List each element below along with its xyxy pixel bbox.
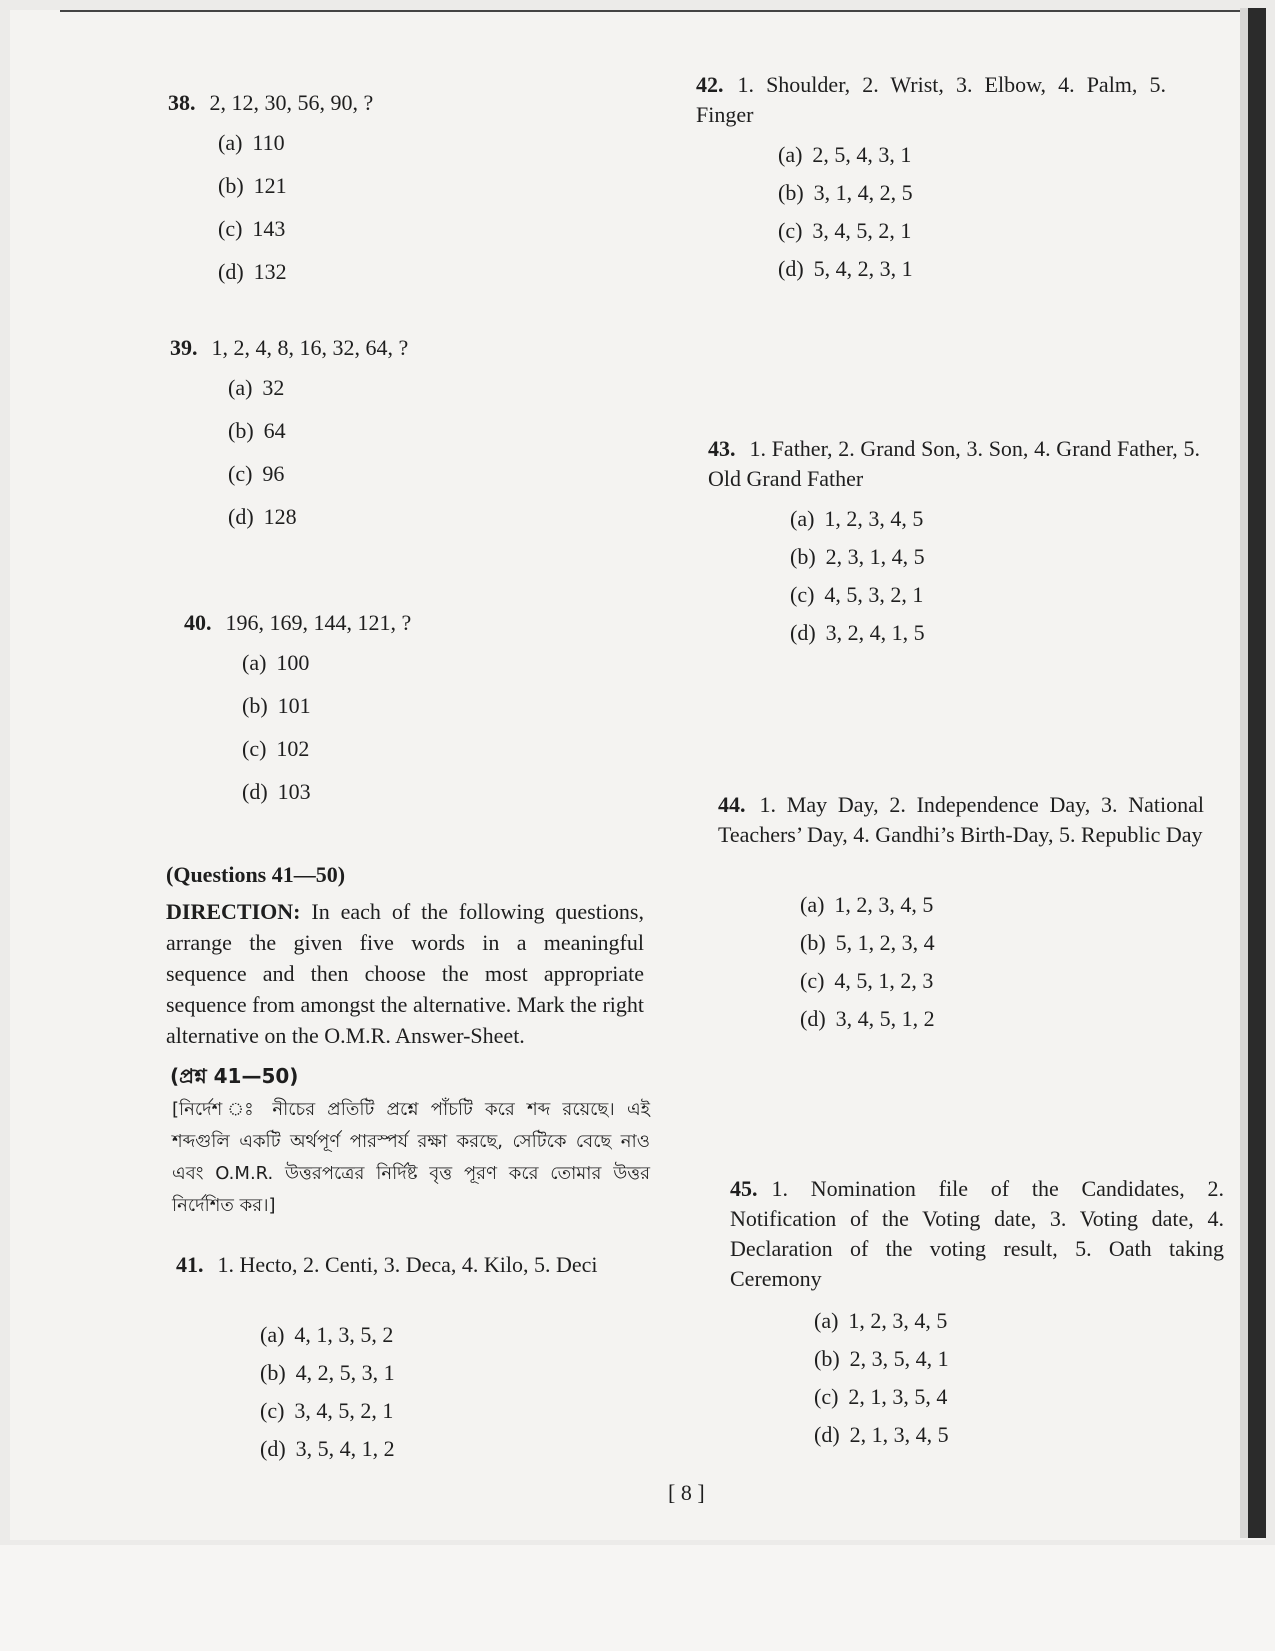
option-d[interactable]: (d) 3, 5, 4, 1, 2	[260, 1436, 395, 1461]
question-39	[170, 333, 408, 363]
option-a[interactable]: (a) 4, 1, 3, 5, 2	[260, 1322, 394, 1347]
top-rule	[60, 10, 1240, 12]
question-number: 39.	[170, 335, 198, 360]
question-41	[176, 1250, 646, 1280]
option-c[interactable]: (c) 96	[228, 461, 285, 486]
question-number: 38.	[168, 90, 196, 115]
option-a[interactable]: (a) 1, 2, 3, 4, 5	[814, 1308, 948, 1333]
question-text: 1, 2, 4, 8, 16, 32, 64, ?	[211, 335, 409, 360]
options-40	[242, 648, 311, 820]
question-text: 1. Nomination file of the Candidates, 2. Notification of the Voting date, 3. Voting date, 4. Declaration of the voting result, 5. Oath taking Ceremony	[730, 1176, 1224, 1291]
option-b[interactable]: (b) 121	[218, 173, 287, 198]
bengali-direction-text: [নির্দেশ ঃ নীচের প্রতিটি প্রশ্নে পাঁচটি করে শব্দ রয়েছে। এই শব্দগুলি একটি অর্থপূর্ণ পারস্পর্য রক্ষা করছে, সেটিকে বেছে নাও এবং O.M.R. উত্তরপত্রের নির্দিষ্ট বৃত্ত পূরণ করে তোমার উত্তর নির্দেশিত কর।]	[172, 1099, 650, 1216]
question-text: 2, 12, 30, 56, 90, ?	[209, 90, 374, 115]
question-text: 1. May Day, 2. Independence Day, 3. National Teachers’ Day, 4. Gandhi’s Birth-Day, 5. Republic Day	[718, 792, 1204, 847]
question-text: 1. Hecto, 2. Centi, 3. Deca, 4. Kilo, 5. Deci	[217, 1252, 598, 1277]
question-42	[696, 70, 1166, 130]
option-b[interactable]: (b) 64	[228, 418, 286, 443]
option-a[interactable]: (a) 1, 2, 3, 4, 5	[790, 506, 924, 531]
options-39	[228, 373, 297, 545]
option-d[interactable]: (d) 132	[218, 259, 287, 284]
option-c[interactable]: (c) 143	[218, 216, 286, 241]
options-45	[814, 1306, 949, 1458]
page-number: [ 8 ]	[668, 1480, 705, 1505]
question-38	[168, 88, 373, 118]
question-number: 40.	[184, 610, 212, 635]
question-44	[718, 790, 1204, 850]
option-a[interactable]: (a) 1, 2, 3, 4, 5	[800, 892, 934, 917]
option-d[interactable]: (d) 103	[242, 779, 311, 804]
section-heading: (Questions 41—50)	[166, 862, 346, 887]
question-number: 44.	[718, 792, 746, 817]
question-text: 196, 169, 144, 121, ?	[225, 610, 412, 635]
question-text: 1. Shoulder, 2. Wrist, 3. Elbow, 4. Palm, 5. Finger	[696, 72, 1166, 127]
option-a[interactable]: (a) 2, 5, 4, 3, 1	[778, 142, 912, 167]
options-43	[790, 504, 925, 656]
question-40	[184, 608, 411, 638]
option-a[interactable]: (a) 110	[218, 130, 285, 155]
option-d[interactable]: (d) 2, 1, 3, 4, 5	[814, 1422, 949, 1447]
options-38	[218, 128, 287, 300]
options-41	[260, 1320, 395, 1472]
option-d[interactable]: (d) 3, 2, 4, 1, 5	[790, 620, 925, 645]
options-44	[800, 890, 935, 1042]
question-number: 43.	[708, 436, 736, 461]
option-a[interactable]: (a) 32	[228, 375, 285, 400]
option-d[interactable]: (d) 5, 4, 2, 3, 1	[778, 256, 913, 281]
option-b[interactable]: (b) 2, 3, 1, 4, 5	[790, 544, 925, 569]
option-c[interactable]: (c) 4, 5, 3, 2, 1	[790, 582, 924, 607]
option-b[interactable]: (b) 3, 1, 4, 2, 5	[778, 180, 913, 205]
direction-body: In each of the following questions, arrange the given five words in a meaningful sequence and then choose the most appropriate sequence from amongst the alternative. Mark the right alternative on the O.M.R. Answer-Sheet.	[166, 899, 644, 1048]
option-c[interactable]: (c) 102	[242, 736, 310, 761]
question-text: 1. Father, 2. Grand Son, 3. Son, 4. Grand Father, 5. Old Grand Father	[708, 436, 1200, 491]
question-45	[730, 1174, 1224, 1294]
option-b[interactable]: (b) 5, 1, 2, 3, 4	[800, 930, 935, 955]
page-sheet	[10, 10, 1265, 1540]
page-edge	[1248, 8, 1266, 1538]
direction-text	[166, 896, 644, 1051]
option-d[interactable]: (d) 128	[228, 504, 297, 529]
question-number: 41.	[176, 1252, 204, 1277]
option-c[interactable]: (c) 3, 4, 5, 2, 1	[778, 218, 912, 243]
scan-margin	[0, 1545, 1275, 1651]
option-b[interactable]: (b) 2, 3, 5, 4, 1	[814, 1346, 949, 1371]
question-number: 45.	[730, 1176, 758, 1201]
question-43	[708, 434, 1200, 494]
option-c[interactable]: (c) 2, 1, 3, 5, 4	[814, 1384, 948, 1409]
option-a[interactable]: (a) 100	[242, 650, 310, 675]
question-number: 42.	[696, 72, 724, 97]
direction-label: DIRECTION:	[166, 899, 301, 924]
option-b[interactable]: (b) 101	[242, 693, 311, 718]
option-b[interactable]: (b) 4, 2, 5, 3, 1	[260, 1360, 395, 1385]
bengali-section-heading: (প্রশ্ন 41—50)	[170, 1064, 299, 1088]
option-d[interactable]: (d) 3, 4, 5, 1, 2	[800, 1006, 935, 1031]
options-42	[778, 140, 913, 292]
option-c[interactable]: (c) 4, 5, 1, 2, 3	[800, 968, 934, 993]
option-c[interactable]: (c) 3, 4, 5, 2, 1	[260, 1398, 394, 1423]
